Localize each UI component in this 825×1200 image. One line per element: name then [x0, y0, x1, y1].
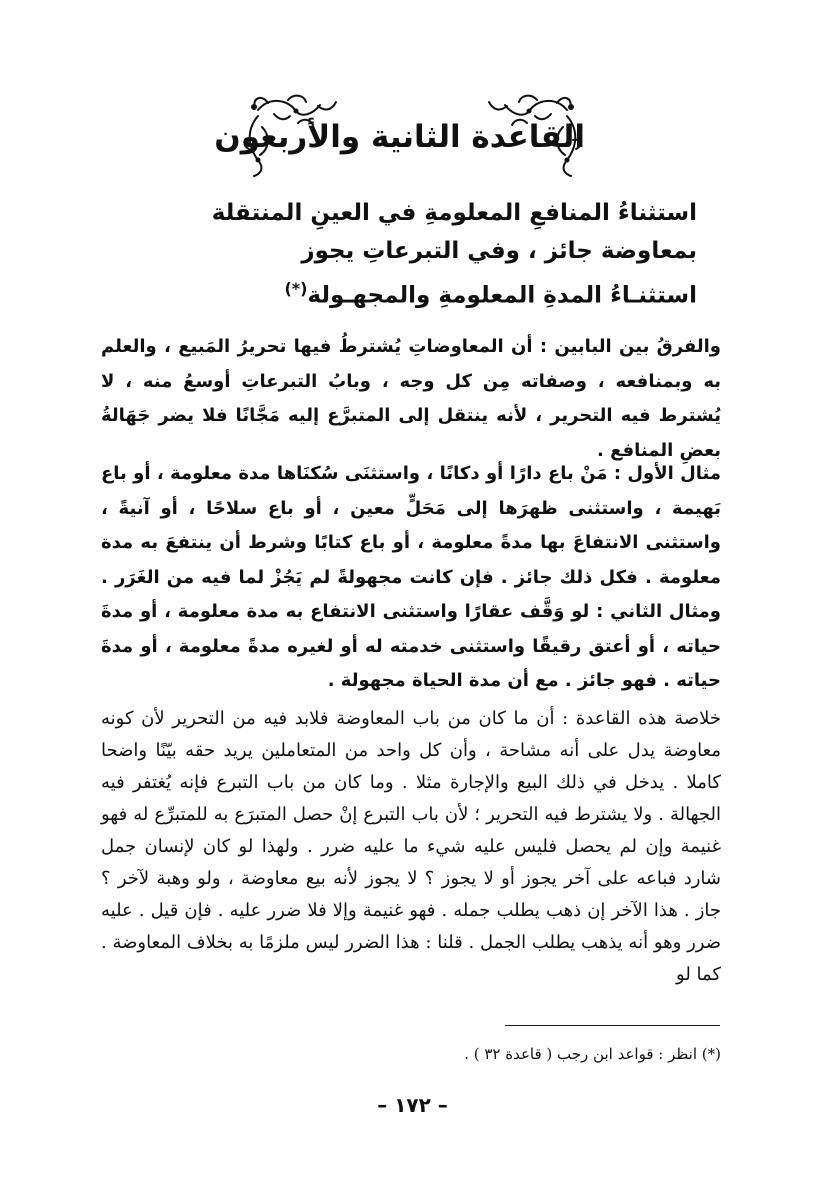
paragraph-examples: مثال الأول : مَنْ باع دارًا أو دكانًا ، واستثنَى سُكنَاها مدة معلومة ، أو باع بَهيمة ، واستثنى ظهرَها إلى مَحَلٍّ معين ، أو باع سلاحًا ، أو آنيةً ، واستثنى الانتفاعَ بها مدةً معلومة ، أو باع كتابًا وشرط أن ينتفعَ به مدة معلومة . فكل ذلك جائز . فإن كانت مجهولةً لم يَجُزْ لما فيه من الغَرَر . ومثال الثاني : لو وَقَّف عقارًا واستثنى الانتفاع به مدة معلومة ، أو مدةَ حياته ، أو أعتق رقيقًا واستثنى خدمته له أو لغيره مدةً معلومة ، أو مدةَ حياته . فهو جائز . مع أن مدة الحياة مجهولة .: [101, 463, 721, 691]
subtitle-line-text: استثنـاءُ المدةِ المعلومةِ والمجهـولة: [307, 282, 697, 309]
page-number: – ١٧٢ –: [377, 1093, 448, 1117]
chapter-heading: [214, 92, 585, 180]
subtitle-line: بمعاوضة جائز ، وفي التبرعاتِ يجوز: [301, 238, 697, 264]
chapter-title: القاعدة الثانية والأربعون: [214, 119, 585, 155]
subtitle-line: استثناءُ المنافعِ المعلومةِ في العينِ المنتقلة: [211, 200, 697, 226]
footnote-separator: [505, 1025, 720, 1026]
subtitle-line: [197, 270, 697, 315]
footnote: (*) انظر : قواعد ابن رجب ( قاعدة ٣٢ ) .: [464, 1045, 721, 1063]
paragraph-summary: خلاصة هذه القاعدة : أن ما كان من باب المعاوضة فلابد فيه من التحرير لأن كونه معاوضة يدل على أنه مشاحة ، وأن كل واحد من المتعاملين يريد حقه بيّنًا واضحا كاملا . يدخل في ذلك البيع والإجارة مثلا . وما كان من باب التبرع فإنه يُغتفر فيه الجهالة . ولا يشترط فيه التحرير ؛ لأن باب التبرع إنْ حصل المتبرَع به للمتبرِّع له فهو غنيمة وإن لم يحصل فليس عليه شيء ما عليه ضرر . ولهذا لو كان لإنسان جمل شارد فباعه على آخر يجوز أو لا يجوز ؟ لا يجوز لأنه بيع معاوضة ، ولو وهبة لآخر ؟ جاز . هذا الآخر إن ذهب يطلب جمله . فهو غنيمة وإلا فلا ضرر عليه . فإن قيل . عليه ضرر وهو أنه يذهب يطلب الجمل . قلنا : هذا الضرر ليس ملزمًا به بخلاف المعاوضة . كما لو: [101, 708, 722, 985]
footnote-marker: (*): [284, 279, 308, 298]
chapter-subtitle: [197, 194, 697, 315]
paragraph-distinction: والفرقُ بين البابين : أن المعاوضاتِ يُشترطُ فيها تحريرُ المَبيع ، والعلم به وبمنافعه ، وصفاته مِن كل وجه ، وبابُ التبرعاتِ أوسعُ منه ، لا يُشترط فيه التحرير ، لأنه ينتقل إلى المتبرَّع إليه مَجَّانًا فلا يضر جَهَالةُ بعضِ المنافع .: [101, 336, 721, 461]
